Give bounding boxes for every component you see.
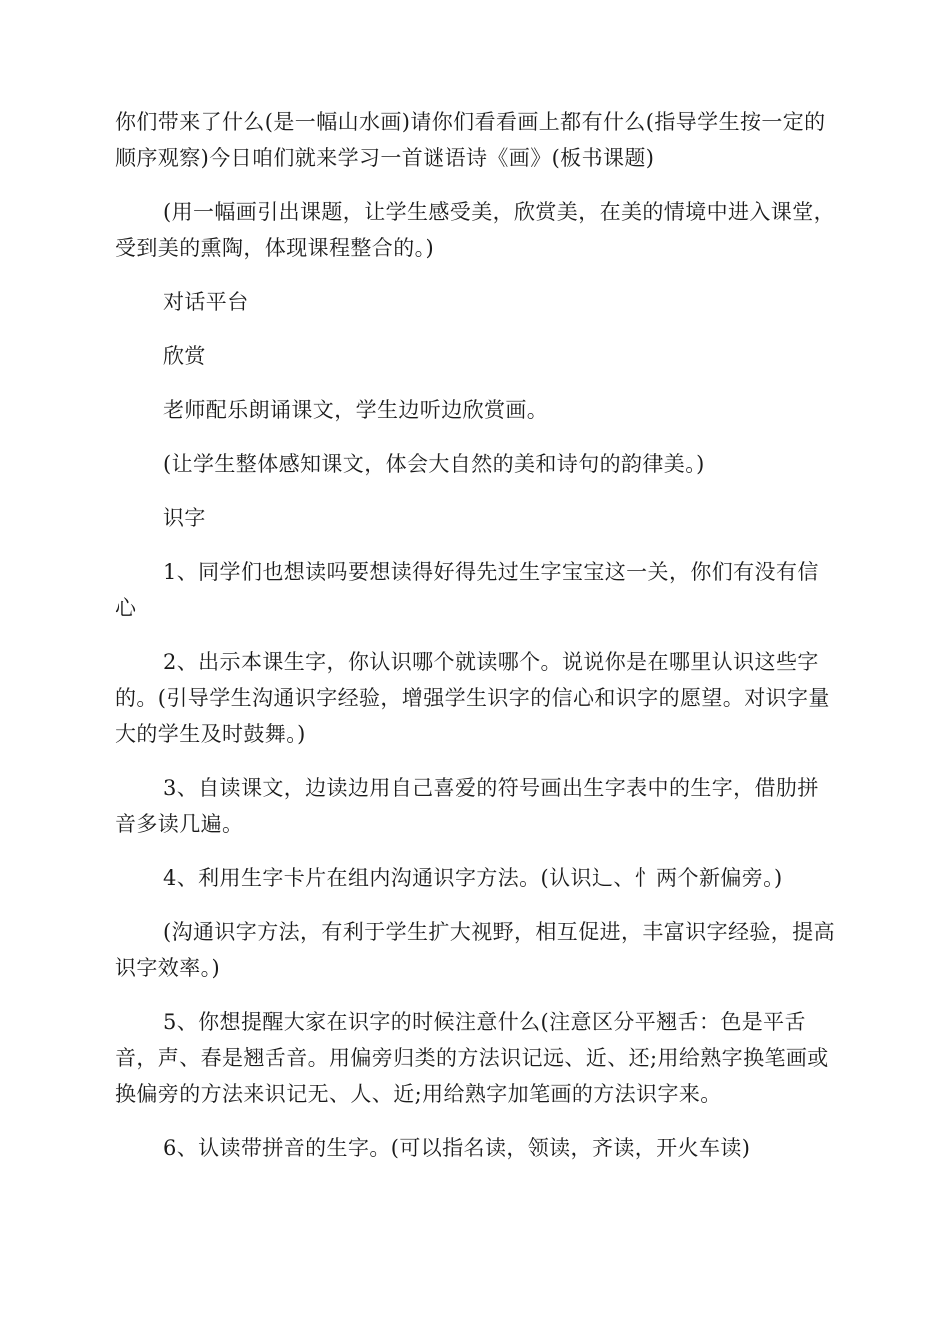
list-item-5: 5、你想提醒大家在识字的时候注意什么(注意区分平翘舌：色是平舌音，声、春是翘舌音。用偏旁归类的方法识记远、近、还;用给熟字换笔画或换偏旁的方法来识记无、人、近;用给熟字加笔画的方法识字来。 <box>115 1010 829 1106</box>
list-item-6: 6、认读带拼音的生字。(可以指名读，领读，齐读，开火车读) <box>163 1136 751 1160</box>
paragraph-note-1: (用一幅画引出课题，让学生感受美，欣赏美，在美的情境中进入课堂，受到美的熏陶，体现课程整合的。) <box>115 200 835 260</box>
document-body <box>115 104 835 1166</box>
section-heading-literacy: 识字 <box>163 506 206 530</box>
section-heading-dialogue: 对话平台 <box>163 290 249 314</box>
paragraph-note-2: (让学生整体感知课文，体会大自然的美和诗句的韵律美。) <box>163 452 705 476</box>
list-item-3: 3、自读课文，边读边用自己喜爱的符号画出生字表中的生字，借肋拼音多读几遍。 <box>115 776 819 836</box>
paragraph-intro: 你们带来了什么(是一幅山水画)请你们看看画上都有什么(指导学生按一定的顺序观察)今日咱们就来学习一首谜语诗《画》(板书课题) <box>115 110 826 170</box>
list-item-2: 2、出示本课生字，你认识哪个就读哪个。说说你是在哪里认识这些字的。(引导学生沟通识字经验，增强学生识字的信心和识字的愿望。对识字量大的学生及时鼓舞。) <box>115 650 830 746</box>
paragraph-recite: 老师配乐朗诵课文，学生边听边欣赏画。 <box>163 398 549 422</box>
list-item-1: 1、同学们也想读吗要想读得好得先过生字宝宝这一关，你们有没有信心 <box>115 560 819 620</box>
list-item-4: 4、利用生字卡片在组内沟通识字方法。(认识辶、忄两个新偏旁。) <box>163 866 783 890</box>
paragraph-note-3: (沟通识字方法，有利于学生扩大视野，相互促进，丰富识字经验，提高识字效率。) <box>115 920 835 980</box>
section-heading-appreciate: 欣赏 <box>163 344 206 368</box>
